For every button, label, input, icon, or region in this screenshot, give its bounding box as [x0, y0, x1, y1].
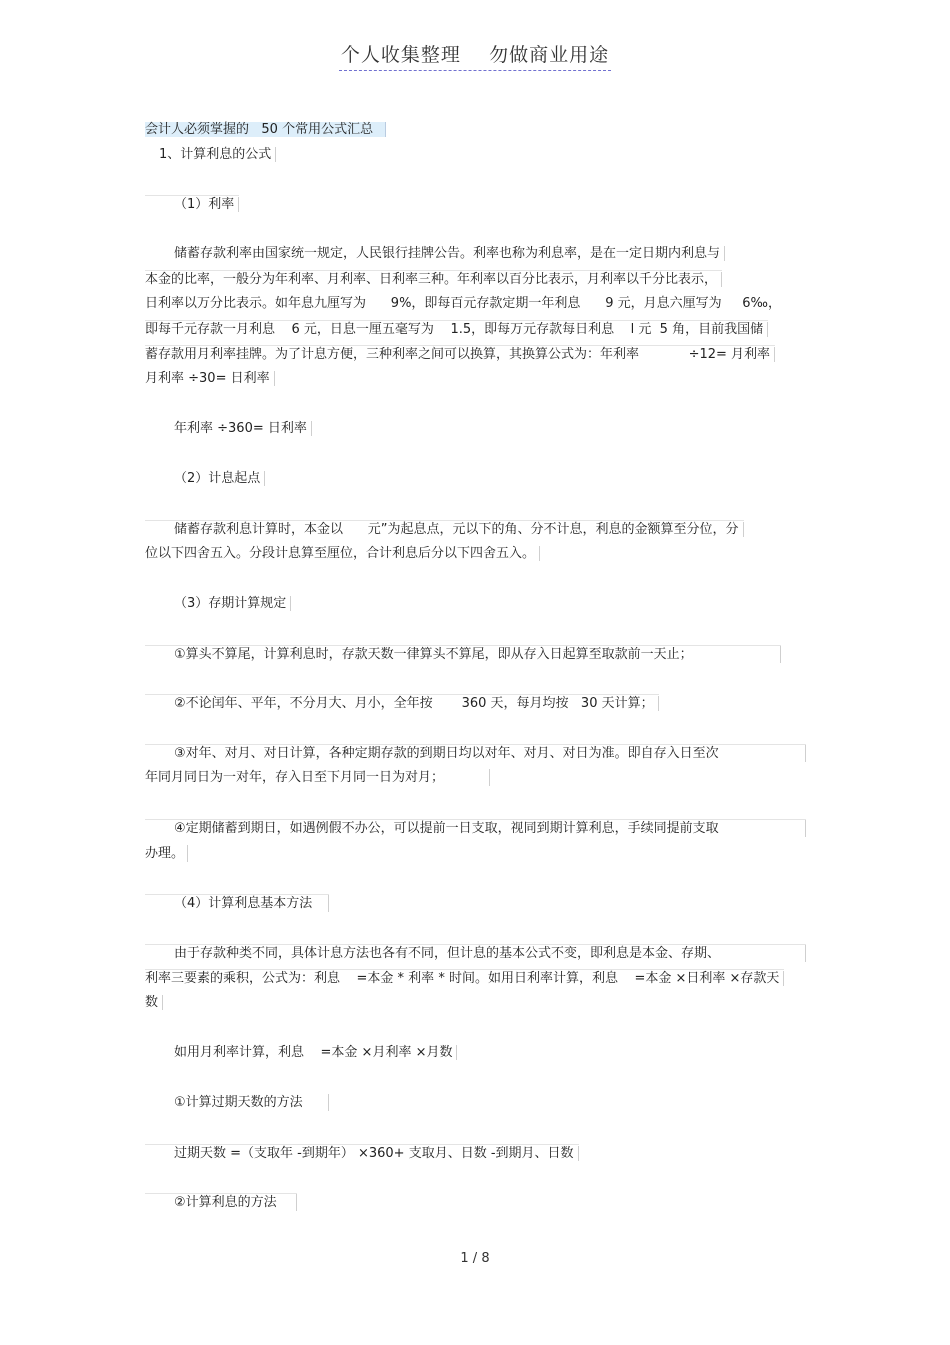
rule-line: ①算头不算尾，计算利息时，存款天数一律算头不算尾，即从存入日起算至取款前一天止； [145, 645, 781, 663]
page-number: 1 / 8 [460, 1251, 490, 1266]
rule-line: ④定期储蓄到期日，如遇例假不办公，可以提前一日支取，视同到期计算利息，手续同提前支取 [145, 819, 806, 837]
page-header [0, 40, 950, 71]
paragraph-line: 由于存款种类不同，具体计息方法也各有不同，但计息的基本公式不变，即利息是本金、存期、 [145, 944, 806, 962]
doc-title-row [145, 121, 386, 138]
rule-line: ③对年、对月、对日计算，各种定期存款的到期日均以对年、对月、对日为准。即自存入日至次 [145, 744, 806, 762]
rule-line: 办理。 [145, 845, 188, 862]
subheading-start: （2）计息起点 [145, 470, 265, 487]
subheading-rate: （1）利率 [145, 195, 239, 213]
paragraph-line: 本金的比率，一般分为年利率、月利率、日利率三种。年利率以百分比表示，月利率以千分比表示， [145, 270, 722, 288]
rule-line: ②不论闰年、平年，不分月大、月小，全年按 360 天，每月均按 30 天计算； [145, 694, 659, 712]
doc-title: 会计人必须掌握的 50 个常用公式汇总 [145, 122, 386, 137]
paragraph-line: 储蓄存款利息计算时，本金以 元”为起息点，元以下的角、分不计息，利息的金额算至分位，分 [145, 520, 744, 538]
formula-line: 年利率 ÷360= 日利率 [145, 420, 312, 437]
method-heading: ②计算利息的方法 [145, 1193, 297, 1211]
paragraph-line: 月利率 ÷30= 日利率 [145, 370, 275, 387]
paragraph-line: 数 [145, 994, 163, 1011]
method-heading: ①计算过期天数的方法 [145, 1094, 329, 1111]
header-text: 个人收集整理 勿做商业用途 [339, 40, 611, 71]
paragraph-line: 储蓄存款利率由国家统一规定，人民银行挂牌公告。利率也称为利息率，是在一定日期内利息与 [145, 245, 725, 262]
subheading-term: （3）存期计算规定 [145, 595, 291, 612]
section-heading [145, 146, 276, 163]
paragraph-line: 位以下四舍五入。分段计息算至厘位，合计利息后分以下四舍五入。 [145, 545, 540, 562]
paragraph-line: 即每千元存款一月利息 6 元，日息一厘五毫写为 1.5，即每万元存款每日利息 l 元 5 角，目前我国储 [145, 320, 768, 338]
paragraph-line: 蓄存款用月利率挂牌。为了计息方便，三种利率之间可以换算，其换算公式为：年利率 ÷12= 月利率 [145, 345, 775, 363]
formula-line: 如用月利率计算，利息 =本金 ×月利率 ×月数 [145, 1044, 457, 1061]
subheading-method: （4）计算利息基本方法 [145, 894, 329, 912]
formula-line: 过期天数 =（支取年 -到期年） ×360+ 支取月、日数 -到期月、日数 [145, 1144, 579, 1162]
rule-line: 年同月同日为一对年，存入日至下月同一日为对月； [145, 769, 490, 786]
paragraph-line: 利率三要素的乘积，公式为：利息 =本金 * 利率 * 时间。如用日利率计算，利息 =本金 ×日利率 ×存款天 [145, 969, 784, 987]
paragraph-line: 日利率以万分比表示。如年息九厘写为 9%，即每百元存款定期一年利息 9 元，月息六厘写为 6‰， [145, 296, 781, 311]
section-heading-text: 1、计算利息的公式 [159, 147, 276, 162]
